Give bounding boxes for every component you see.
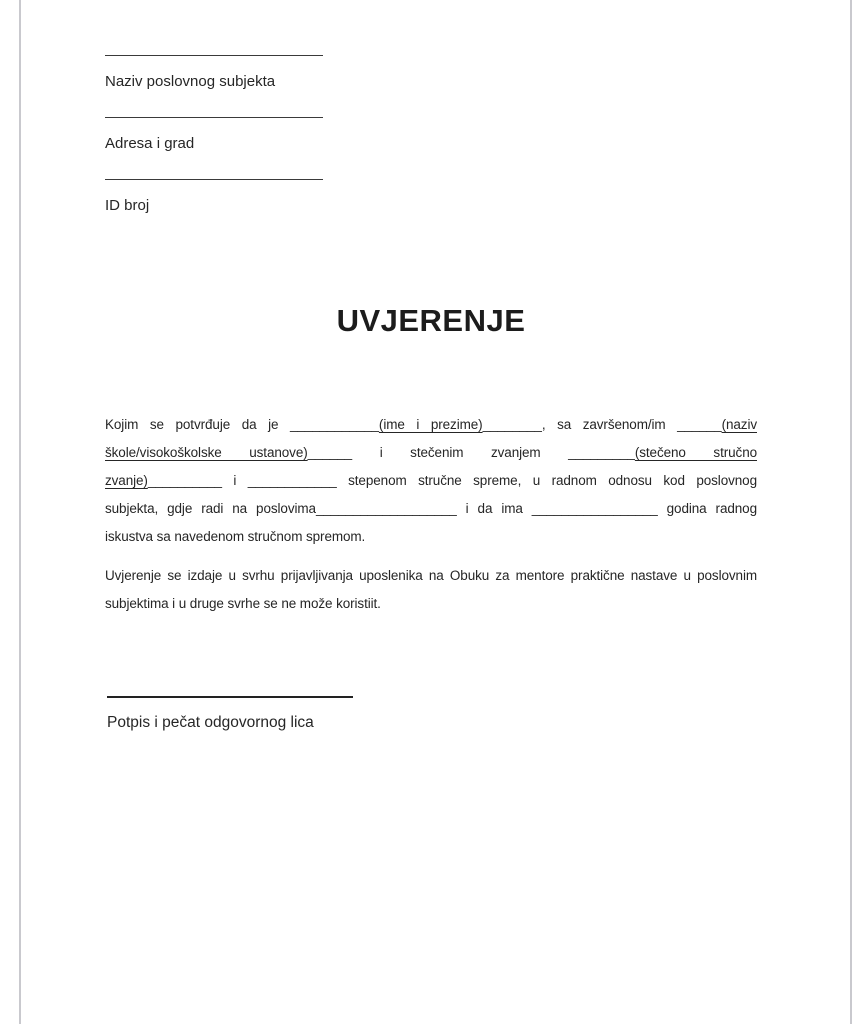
body-line xyxy=(105,523,757,551)
body-text: __________ i ____________ stepenom stručne spreme, u radnom odnosu kod poslovnog xyxy=(147,473,757,488)
signature-blank-line xyxy=(107,696,353,698)
signature-label: Potpis i pečat odgovornog lica xyxy=(107,714,314,731)
body-text: Kojim se potvrđuje da je ____________ xyxy=(105,417,379,432)
fill-hint-school-name-cont: škole/visokoškolske ustanove) xyxy=(105,445,308,460)
field-address-city xyxy=(105,117,323,152)
body-text: ______ i stečenim zvanjem _________ xyxy=(307,445,635,460)
page-title: UVJERENJE xyxy=(336,303,526,338)
field-business-name xyxy=(105,55,323,90)
certificate-body-paragraph xyxy=(105,411,757,551)
purpose-text: subjektima i u druge svrhe se ne može koristiit. xyxy=(105,596,381,611)
purpose-paragraph xyxy=(105,562,757,618)
body-text: iskustva sa navedenom stručnom spremom. xyxy=(105,529,366,544)
fill-hint-acquired-title-cont: zvanje) xyxy=(105,473,148,488)
purpose-text: Uvjerenje se izdaje u svrhu prijavljivanja uposlenika na Obuku za mentore praktične nastave u poslovnim xyxy=(105,568,757,583)
page-edge-right xyxy=(850,0,852,1024)
body-line xyxy=(105,495,757,523)
signature-section xyxy=(107,696,353,732)
fill-hint-name-surname: (ime i prezime) xyxy=(378,417,483,432)
business-name-blank-line xyxy=(105,55,323,56)
title-section xyxy=(105,303,757,339)
body-text: ________, sa završenom/im ______ xyxy=(482,417,722,432)
fill-hint-acquired-title: (stečeno stručno xyxy=(634,445,757,460)
id-number-label: ID broj xyxy=(105,197,150,214)
address-city-label: Adresa i grad xyxy=(105,135,195,152)
page-edge-left xyxy=(19,0,21,1024)
field-id-number xyxy=(105,179,323,214)
id-number-blank-line xyxy=(105,179,323,180)
body-line xyxy=(105,467,757,495)
address-city-blank-line xyxy=(105,117,323,118)
fill-hint-school-name: (naziv xyxy=(721,417,757,432)
body-line xyxy=(105,411,757,439)
purpose-line xyxy=(105,590,757,618)
body-line xyxy=(105,439,757,467)
business-name-label: Naziv poslovnog subjekta xyxy=(105,73,276,90)
purpose-line xyxy=(105,562,757,590)
body-text: subjekta, gdje radi na poslovima___________________ i da ima _________________ godina radnog xyxy=(105,501,757,516)
